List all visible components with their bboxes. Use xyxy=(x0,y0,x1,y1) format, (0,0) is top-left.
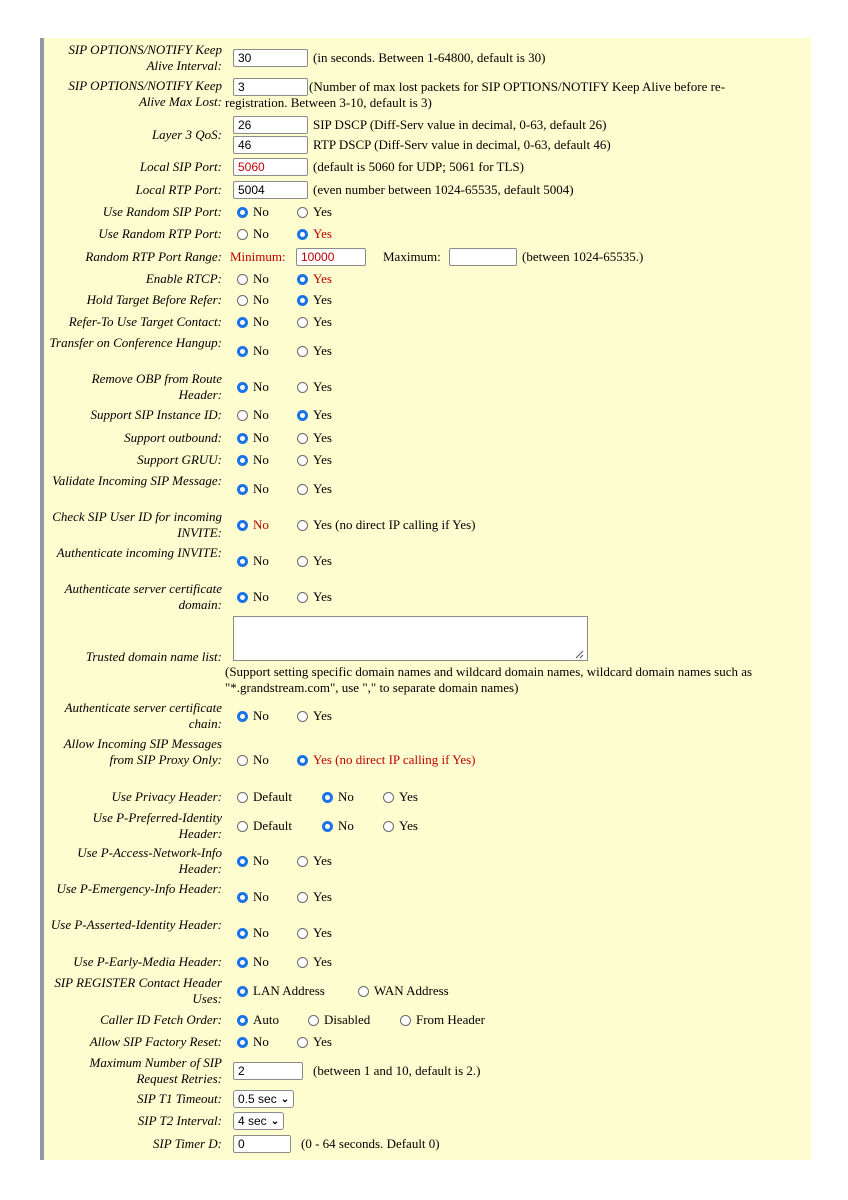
rtp-range-min-label: Minimum: xyxy=(230,249,286,264)
radio-selected-icon xyxy=(237,556,248,567)
auth-invite-no-radio[interactable]: No xyxy=(237,553,269,569)
label-remove-obp: Remove OBP from Route Header: xyxy=(91,371,222,402)
radio-selected-icon xyxy=(297,755,308,766)
radio-icon xyxy=(308,1015,319,1026)
sip-dscp-note: SIP DSCP (Diff-Serv value in decimal, 0-63, default 26) xyxy=(313,117,607,132)
row-privacy-header xyxy=(44,785,811,809)
row-keepalive-interval xyxy=(44,41,811,75)
rtp-range-max-label: Maximum: xyxy=(383,249,441,264)
radio-icon xyxy=(237,295,248,306)
row-local-sip-port xyxy=(44,156,811,178)
radio-icon xyxy=(297,711,308,722)
radio-selected-icon xyxy=(322,792,333,803)
radio-icon xyxy=(297,317,308,328)
label-random-rtp-port: Use Random RTP Port: xyxy=(98,226,222,241)
row-allow-incoming-proxy xyxy=(44,735,811,785)
row-random-sip-port xyxy=(44,201,811,223)
p-early-media-yes-radio[interactable]: Yes xyxy=(297,954,332,970)
auth-server-domain-yes-radio[interactable]: Yes xyxy=(297,589,332,605)
label-callerid-order: Caller ID Fetch Order: xyxy=(100,1012,222,1027)
row-p-early-media xyxy=(44,951,811,973)
radio-icon xyxy=(237,229,248,240)
chevron-down-icon: ⌄ xyxy=(270,1115,280,1127)
radio-icon xyxy=(358,986,369,997)
radio-icon xyxy=(297,892,308,903)
radio-selected-icon xyxy=(237,986,248,997)
radio-selected-icon xyxy=(237,928,248,939)
radio-icon xyxy=(383,792,394,803)
row-auth-server-chain xyxy=(44,699,811,733)
radio-icon xyxy=(297,484,308,495)
random-rtp-port-yes-radio[interactable]: Yes xyxy=(297,226,332,242)
label-allow-incoming-proxy: Allow Incoming SIP Messages from SIP Proxy Only: xyxy=(63,736,222,767)
support-gruu-no-radio[interactable]: No xyxy=(237,452,269,468)
sip-instance-no-radio[interactable]: No xyxy=(237,407,269,423)
label-validate-incoming: Validate Incoming SIP Message: xyxy=(52,473,222,488)
p-access-yes-radio[interactable]: Yes xyxy=(297,853,332,869)
row-random-rtp-port xyxy=(44,223,811,245)
validate-incoming-yes-radio[interactable]: Yes xyxy=(297,481,332,497)
transfer-conf-no-radio[interactable]: No xyxy=(237,343,269,359)
random-rtp-port-no-radio[interactable]: No xyxy=(237,226,269,242)
p-access-no-radio[interactable]: No xyxy=(237,853,269,869)
row-p-preferred xyxy=(44,809,811,843)
radio-selected-icon xyxy=(237,207,248,218)
radio-selected-icon xyxy=(322,821,333,832)
rtp-range-max-input[interactable] xyxy=(449,248,517,266)
label-t2-interval: SIP T2 Interval: xyxy=(137,1113,222,1128)
p-asserted-yes-radio[interactable]: Yes xyxy=(297,925,332,941)
row-max-retries xyxy=(44,1054,811,1088)
row-factory-reset xyxy=(44,1031,811,1053)
label-p-access: Use P-Access-Network-Info Header: xyxy=(77,845,222,876)
timer-d-input[interactable] xyxy=(233,1135,291,1153)
sip-dscp-input[interactable] xyxy=(233,116,308,134)
privacy-header-no-radio[interactable]: No xyxy=(322,789,354,805)
label-max-retries: Maximum Number of SIP Request Retries: xyxy=(89,1055,222,1086)
radio-icon xyxy=(297,592,308,603)
row-keepalive-maxlost xyxy=(44,77,811,111)
hold-target-no-radio[interactable]: No xyxy=(237,292,269,308)
p-emergency-yes-radio[interactable]: Yes xyxy=(297,889,332,905)
label-privacy-header: Use Privacy Header: xyxy=(111,789,222,804)
enable-rtcp-yes-radio[interactable]: Yes xyxy=(297,271,332,287)
factory-reset-yes-radio[interactable]: Yes xyxy=(297,1034,332,1050)
radio-icon xyxy=(237,821,248,832)
label-p-preferred: Use P-Preferred-Identity Header: xyxy=(92,810,222,841)
label-refer-to: Refer-To Use Target Contact: xyxy=(68,314,222,329)
radio-selected-icon xyxy=(237,892,248,903)
refer-to-yes-radio[interactable]: Yes xyxy=(297,314,332,330)
radio-selected-icon xyxy=(297,274,308,285)
max-retries-input[interactable] xyxy=(233,1062,303,1080)
radio-icon xyxy=(237,792,248,803)
t2-interval-select[interactable]: 4 sec ⌄ xyxy=(233,1112,284,1130)
row-transfer-conf xyxy=(44,334,811,368)
support-gruu-yes-radio[interactable]: Yes xyxy=(297,452,332,468)
radio-selected-icon xyxy=(237,382,248,393)
support-outbound-no-radio[interactable]: No xyxy=(237,430,269,446)
auth-invite-yes-radio[interactable]: Yes xyxy=(297,553,332,569)
resize-grip-icon[interactable] xyxy=(574,649,584,659)
radio-selected-icon xyxy=(237,1015,248,1026)
label-trusted-domain: Trusted domain name list: xyxy=(85,649,222,664)
label-random-sip-port: Use Random SIP Port: xyxy=(102,204,222,219)
rtp-dscp-input[interactable] xyxy=(233,136,308,154)
row-local-rtp-port xyxy=(44,179,811,201)
p-asserted-no-radio[interactable]: No xyxy=(237,925,269,941)
label-keepalive-interval: SIP OPTIONS/NOTIFY Keep Alive Interval: xyxy=(68,42,222,73)
label-p-asserted: Use P-Asserted-Identity Header: xyxy=(50,917,222,932)
label-auth-invite: Authenticate incoming INVITE: xyxy=(56,545,222,560)
radio-selected-icon xyxy=(237,711,248,722)
radio-icon xyxy=(237,755,248,766)
sip-instance-yes-radio[interactable]: Yes xyxy=(297,407,332,423)
remove-obp-no-radio[interactable]: No xyxy=(237,379,269,395)
rtp-range-min-input[interactable] xyxy=(296,248,366,266)
timer-d-note: (0 - 64 seconds. Default 0) xyxy=(301,1136,440,1151)
p-preferred-no-radio[interactable]: No xyxy=(322,818,354,834)
radio-selected-icon xyxy=(237,1037,248,1048)
radio-icon xyxy=(383,821,394,832)
row-layer3-qos xyxy=(44,116,811,154)
refer-to-no-radio[interactable]: No xyxy=(237,314,269,330)
label-support-gruu: Support GRUU: xyxy=(137,452,222,467)
radio-selected-icon xyxy=(297,410,308,421)
auth-server-domain-no-radio[interactable]: No xyxy=(237,589,269,605)
label-support-outbound: Support outbound: xyxy=(124,430,222,445)
radio-selected-icon xyxy=(237,957,248,968)
sip-settings-panel xyxy=(40,38,811,1160)
local-rtp-port-note: (even number between 1024-65535, default 5004) xyxy=(313,182,574,197)
row-p-emergency xyxy=(44,880,811,914)
label-register-contact: SIP REGISTER Contact Header Uses: xyxy=(54,975,222,1006)
label-sip-instance: Support SIP Instance ID: xyxy=(90,407,222,422)
label-keepalive-maxlost: SIP OPTIONS/NOTIFY Keep Alive Max Lost: xyxy=(68,78,222,109)
radio-selected-icon xyxy=(237,592,248,603)
enable-rtcp-no-radio[interactable]: No xyxy=(237,271,269,287)
label-p-emergency: Use P-Emergency-Info Header: xyxy=(56,881,222,896)
radio-icon xyxy=(297,556,308,567)
callerid-auto-radio[interactable]: Auto xyxy=(237,1012,279,1028)
hold-target-yes-radio[interactable]: Yes xyxy=(297,292,332,308)
radio-selected-icon xyxy=(297,229,308,240)
radio-icon xyxy=(297,433,308,444)
row-t1-timeout xyxy=(44,1088,811,1110)
allow-incoming-proxy-no-radio[interactable]: No xyxy=(237,752,269,768)
radio-selected-icon xyxy=(237,455,248,466)
label-random-rtp-range: Random RTP Port Range: xyxy=(85,249,222,264)
radio-icon xyxy=(297,856,308,867)
random-sip-port-yes-radio[interactable]: Yes xyxy=(297,204,332,220)
radio-icon xyxy=(400,1015,411,1026)
row-sip-instance xyxy=(44,404,811,426)
chevron-down-icon: ⌄ xyxy=(280,1093,290,1105)
rtp-range-note: (between 1024-65535.) xyxy=(522,249,644,264)
max-retries-note: (between 1 and 10, default is 2.) xyxy=(313,1063,481,1078)
row-hold-target xyxy=(44,289,811,311)
radio-selected-icon xyxy=(237,484,248,495)
row-p-access xyxy=(44,844,811,878)
register-contact-lan-radio[interactable]: LAN Address xyxy=(237,983,325,999)
support-outbound-yes-radio[interactable]: Yes xyxy=(297,430,332,446)
rtp-dscp-note: RTP DSCP (Diff-Serv value in decimal, 0-63, default 46) xyxy=(313,137,611,152)
validate-incoming-no-radio[interactable]: No xyxy=(237,481,269,497)
label-hold-target: Hold Target Before Refer: xyxy=(86,292,222,307)
radio-selected-icon xyxy=(297,295,308,306)
row-enable-rtcp xyxy=(44,268,811,290)
label-auth-server-chain: Authenticate server certificate chain: xyxy=(64,700,222,731)
row-register-contact xyxy=(44,974,811,1008)
label-factory-reset: Allow SIP Factory Reset: xyxy=(89,1034,222,1049)
radio-selected-icon xyxy=(237,346,248,357)
keepalive-maxlost-note-2: registration. Between 3-10, default is 3) xyxy=(225,95,432,110)
label-p-early-media: Use P-Early-Media Header: xyxy=(73,954,222,969)
trusted-domain-note-2: "*.grandstream.com", use "," to separate domain names) xyxy=(225,680,519,695)
remove-obp-yes-radio[interactable]: Yes xyxy=(297,379,332,395)
p-preferred-yes-radio[interactable]: Yes xyxy=(383,818,418,834)
radio-icon xyxy=(297,1037,308,1048)
transfer-conf-yes-radio[interactable]: Yes xyxy=(297,343,332,359)
random-sip-port-no-radio[interactable]: No xyxy=(237,204,269,220)
label-layer3-qos: Layer 3 QoS: xyxy=(151,127,222,142)
register-contact-wan-radio[interactable]: WAN Address xyxy=(358,983,449,999)
allow-incoming-proxy-yes-radio[interactable]: Yes (no direct IP calling if Yes) xyxy=(297,752,476,768)
label-transfer-conf: Transfer on Conference Hangup: xyxy=(49,335,222,350)
radio-selected-icon xyxy=(237,856,248,867)
auth-server-chain-yes-radio[interactable]: Yes xyxy=(297,708,332,724)
row-check-userid xyxy=(44,508,811,542)
keepalive-interval-input[interactable] xyxy=(233,49,308,67)
auth-server-chain-no-radio[interactable]: No xyxy=(237,708,269,724)
keepalive-maxlost-input[interactable] xyxy=(233,78,308,96)
local-sip-port-input[interactable] xyxy=(233,158,308,176)
row-random-rtp-range xyxy=(44,245,811,269)
label-enable-rtcp: Enable RTCP: xyxy=(145,271,222,286)
callerid-disabled-radio[interactable]: Disabled xyxy=(308,1012,370,1028)
row-support-outbound xyxy=(44,427,811,449)
label-timer-d: SIP Timer D: xyxy=(152,1136,222,1151)
t1-timeout-select[interactable]: 0.5 sec ⌄ xyxy=(233,1090,294,1108)
row-timer-d xyxy=(44,1132,811,1156)
callerid-fromheader-radio[interactable]: From Header xyxy=(400,1012,485,1028)
privacy-header-default-radio[interactable]: Default xyxy=(237,789,292,805)
label-auth-server-domain: Authenticate server certificate domain: xyxy=(64,581,222,612)
radio-icon xyxy=(297,346,308,357)
check-userid-yes-radio[interactable]: Yes (no direct IP calling if Yes) xyxy=(297,517,476,533)
trusted-domain-note-1: (Support setting specific domain names and wildcard domain names, wildcard domain names such as xyxy=(225,664,753,679)
row-auth-invite xyxy=(44,544,811,578)
radio-icon xyxy=(297,957,308,968)
keepalive-maxlost-note-1: (Number of max lost packets for SIP OPTIONS/NOTIFY Keep Alive before re- xyxy=(309,79,726,94)
radio-icon xyxy=(297,207,308,218)
radio-selected-icon xyxy=(237,433,248,444)
p-early-media-no-radio[interactable]: No xyxy=(237,954,269,970)
label-t1-timeout: SIP T1 Timeout: xyxy=(137,1091,222,1106)
radio-icon xyxy=(297,520,308,531)
factory-reset-no-radio[interactable]: No xyxy=(237,1034,269,1050)
row-trusted-domain xyxy=(44,615,811,700)
row-validate-incoming xyxy=(44,472,811,506)
row-refer-to xyxy=(44,311,811,333)
row-t2-interval xyxy=(44,1110,811,1132)
radio-icon xyxy=(297,382,308,393)
keepalive-interval-note: (in seconds. Between 1-64800, default is 30) xyxy=(313,50,546,65)
row-remove-obp xyxy=(44,370,811,404)
p-preferred-default-radio[interactable]: Default xyxy=(237,818,292,834)
row-auth-server-domain xyxy=(44,580,811,614)
row-callerid-order xyxy=(44,1009,811,1031)
check-userid-no-radio[interactable]: No xyxy=(237,517,269,533)
radio-icon xyxy=(237,274,248,285)
label-check-userid: Check SIP User ID for incoming INVITE: xyxy=(52,509,222,540)
label-local-rtp-port: Local RTP Port: xyxy=(135,182,222,197)
radio-icon xyxy=(297,455,308,466)
trusted-domain-textarea[interactable] xyxy=(233,616,588,661)
radio-selected-icon xyxy=(237,317,248,328)
row-support-gruu xyxy=(44,449,811,471)
local-sip-port-note: (default is 5060 for UDP; 5061 for TLS) xyxy=(313,159,524,174)
p-emergency-no-radio[interactable]: No xyxy=(237,889,269,905)
local-rtp-port-input[interactable] xyxy=(233,181,308,199)
row-p-asserted xyxy=(44,916,811,950)
radio-selected-icon xyxy=(237,520,248,531)
label-local-sip-port: Local SIP Port: xyxy=(139,159,222,174)
radio-icon xyxy=(297,928,308,939)
radio-icon xyxy=(237,410,248,421)
privacy-header-yes-radio[interactable]: Yes xyxy=(383,789,418,805)
